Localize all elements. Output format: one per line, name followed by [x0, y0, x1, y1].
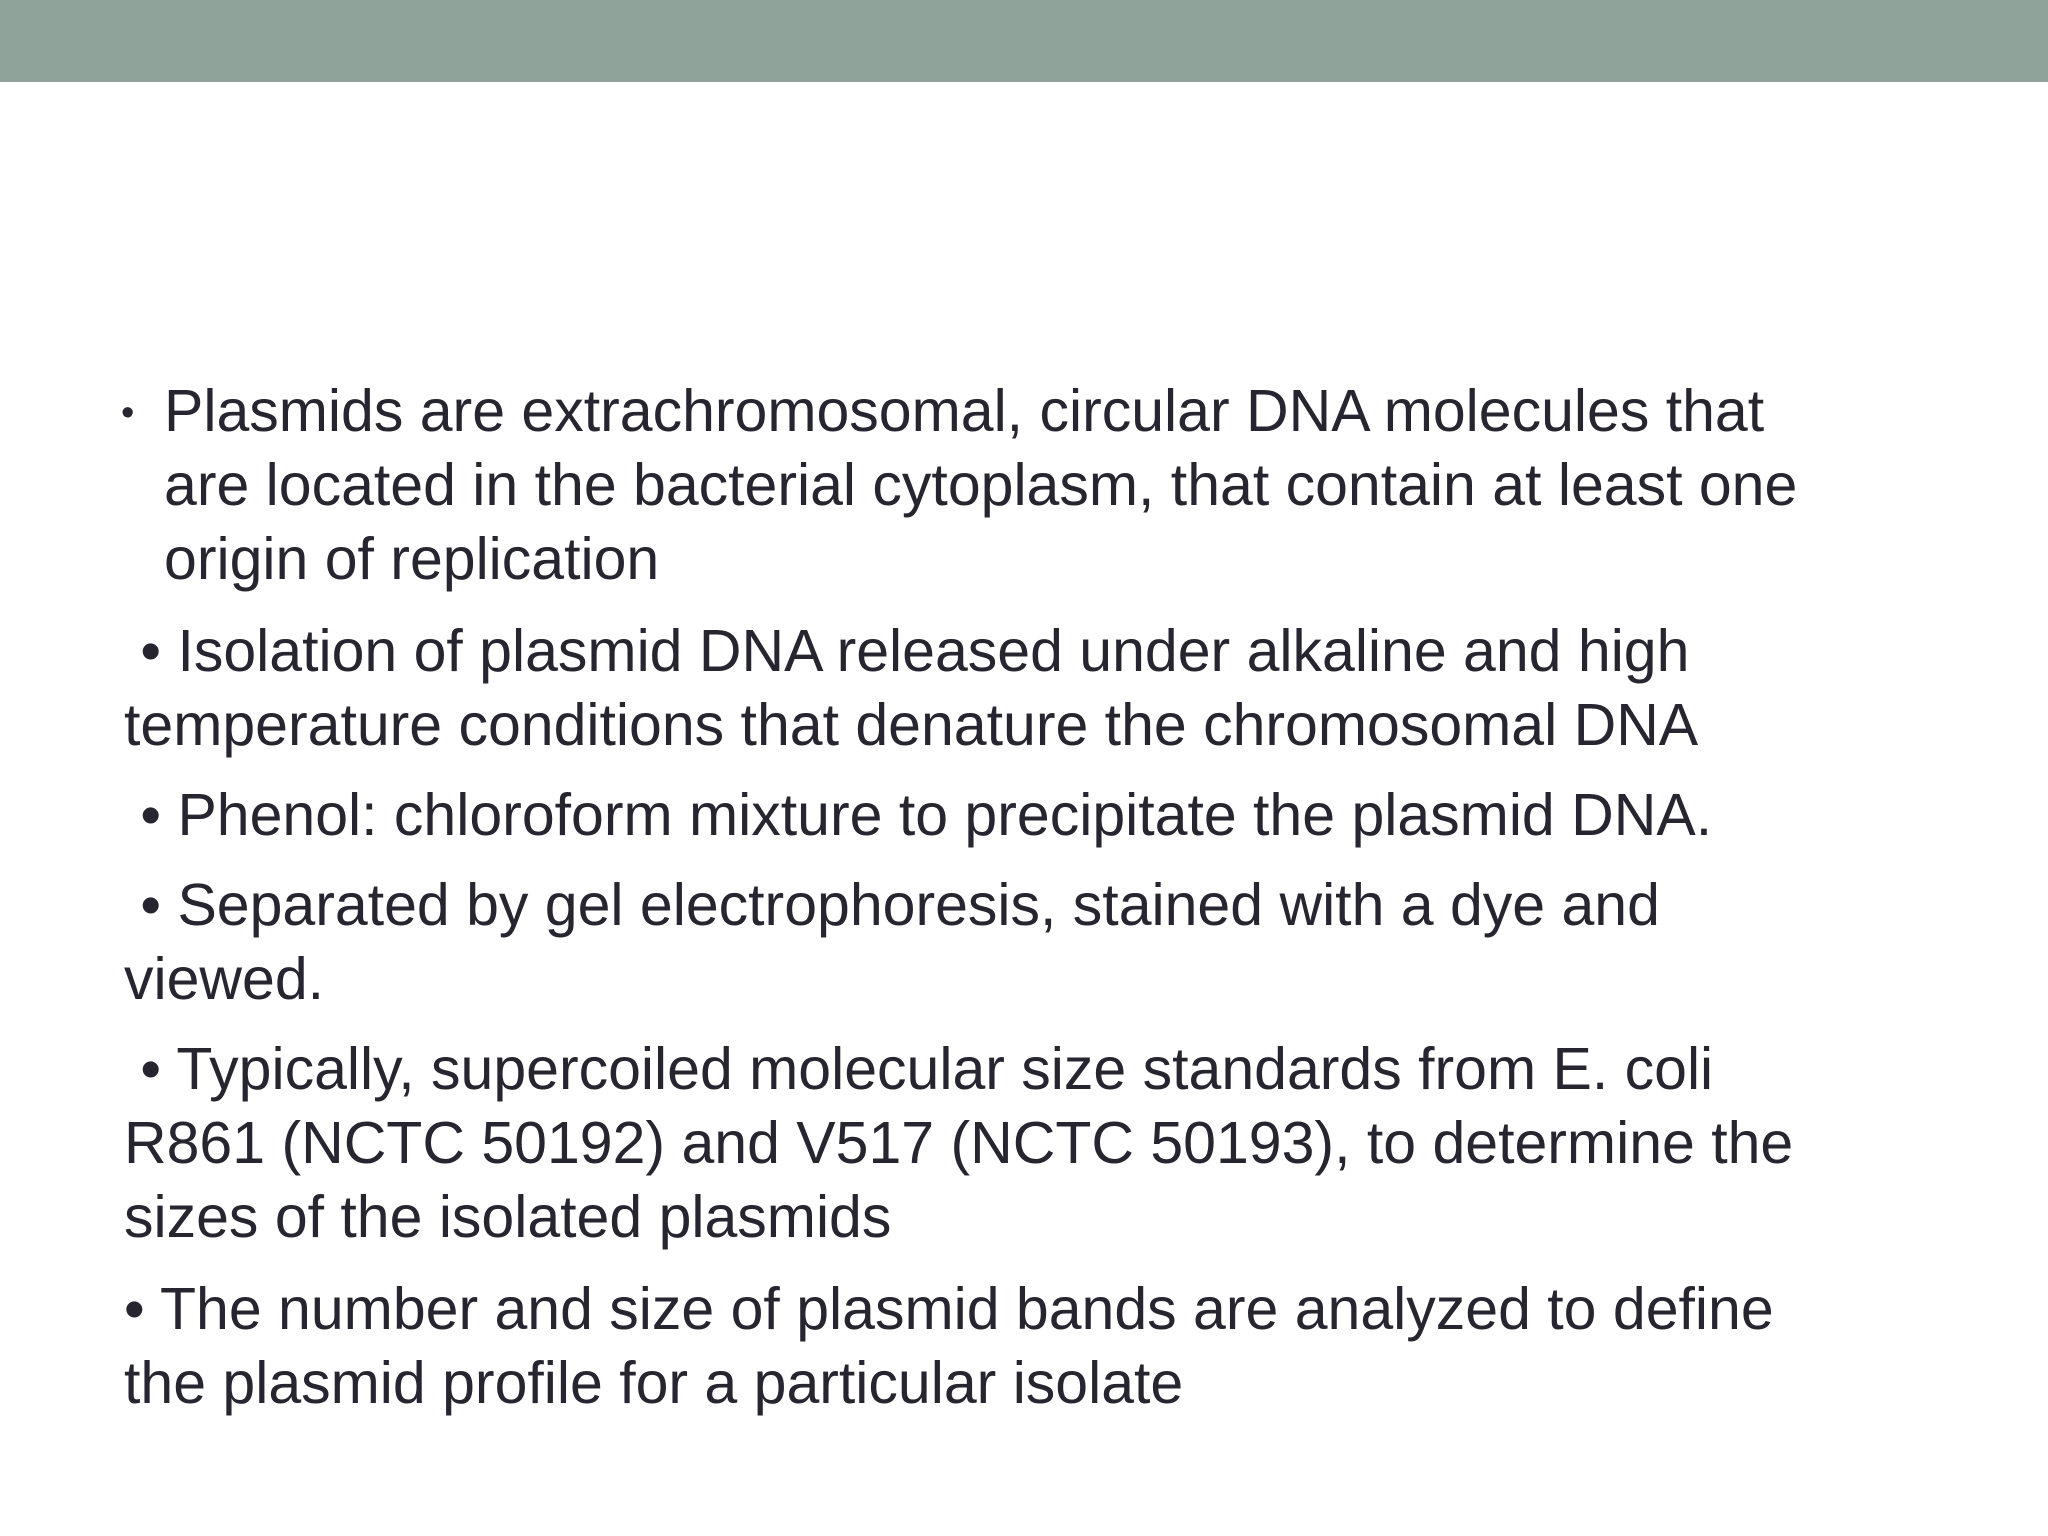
bullet-3-line-1: • Phenol: chloroform mixture to precipitate the plasmid DNA. — [124, 782, 1713, 848]
bullet-4-line-2: viewed. — [124, 946, 325, 1012]
bullet-1-line-1: Plasmids are extrachromosomal, circular DNA molecules that — [164, 378, 1765, 444]
bullet-5-line-3: sizes of the isolated plasmids — [124, 1184, 892, 1250]
bullet-5-line-2: R861 (NCTC 50192) and V517 (NCTC 50193), to determine the — [124, 1110, 1794, 1176]
bullet-1-line-3: origin of replication — [164, 526, 660, 592]
bullet-1-line-2: are located in the bacterial cytoplasm, that contain at least one — [164, 452, 1798, 518]
bullet-6-line-2: the plasmid profile for a particular isolate — [124, 1350, 1184, 1416]
bullet-2-line-2: temperature conditions that denature the chromosomal DNA — [124, 692, 1699, 758]
bullet-4-line-1: • Separated by gel electrophoresis, stained with a dye and — [124, 872, 1660, 938]
bullet-5-line-1: • Typically, supercoiled molecular size standards from E. coli — [124, 1036, 1714, 1102]
bullet-2-line-1: • Isolation of plasmid DNA released under alkaline and high — [124, 618, 1690, 684]
bullet-6-line-1: • The number and size of plasmid bands are analyzed to define — [124, 1276, 1774, 1342]
bullet-marker: • — [121, 392, 135, 434]
